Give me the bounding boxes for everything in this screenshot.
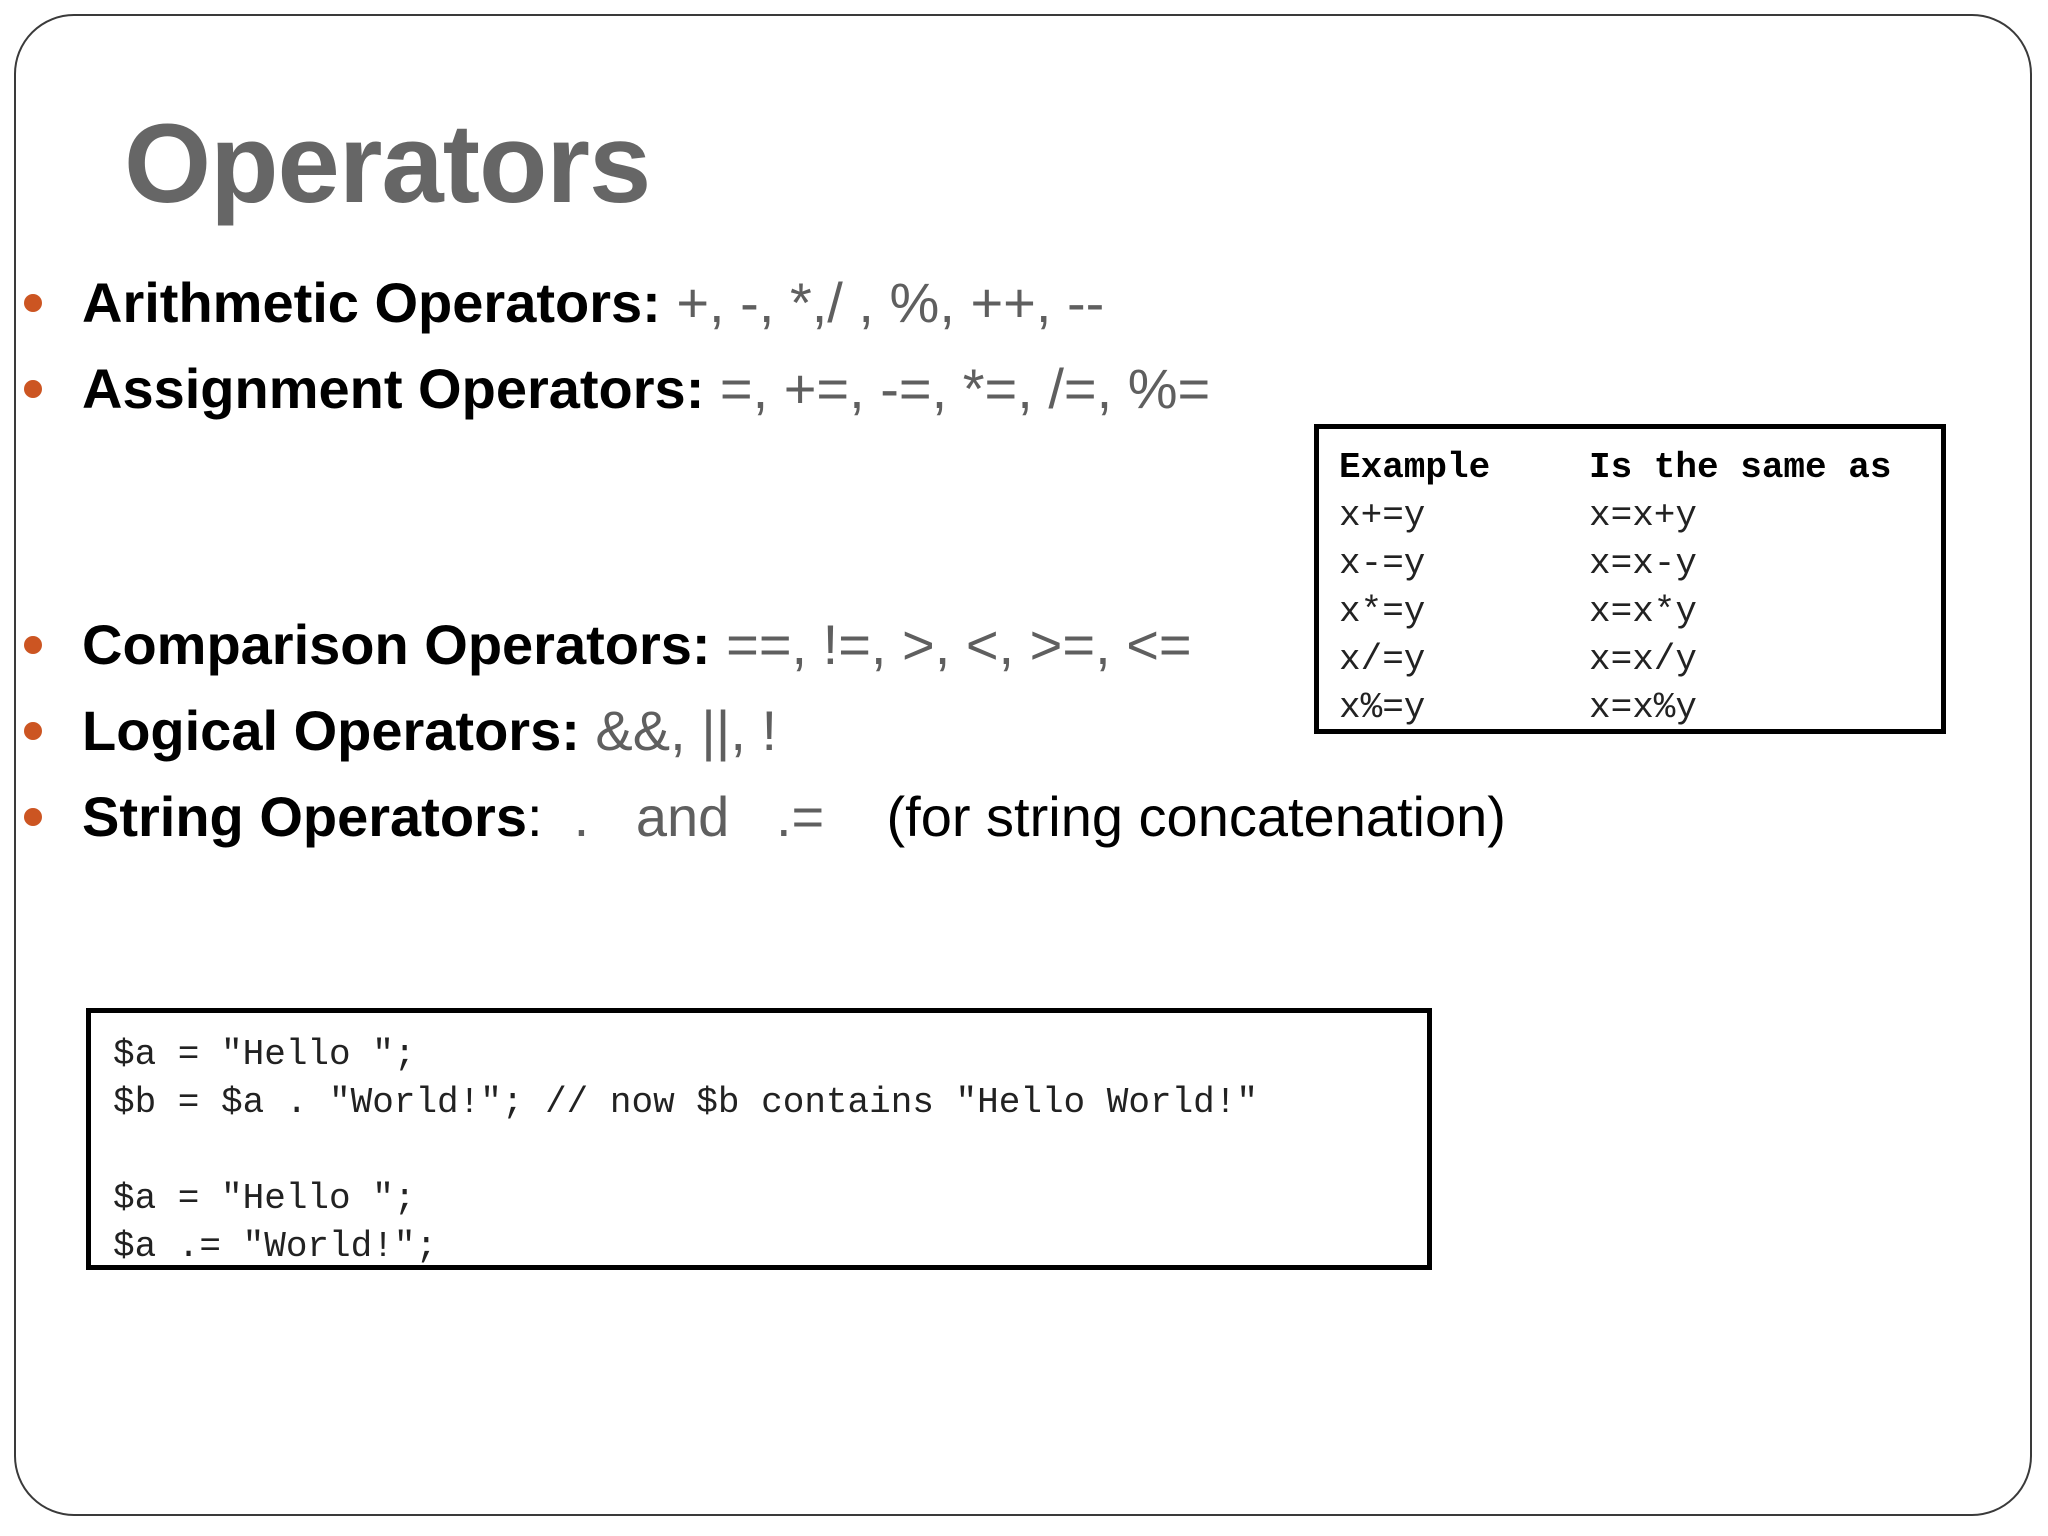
bullet-operators: . and .= (542, 785, 825, 848)
bullet-colon: : (526, 785, 543, 848)
table-row (1339, 539, 1891, 587)
code-line: $a = "Hello "; (113, 1034, 416, 1075)
bullet-dot (24, 808, 42, 826)
table-cell: x=x/y (1589, 638, 1698, 680)
table-row (1339, 683, 1891, 731)
bullet-assignment (24, 354, 1210, 424)
table-cell: x+=y (1339, 494, 1426, 536)
bullet-label: Assignment Operators: (82, 357, 705, 420)
table-cell: x-=y (1339, 542, 1426, 584)
bullet-operators: +, -, *,/ , %, ++, -- (660, 271, 1105, 334)
code-line (113, 1127, 1427, 1175)
table-row (1339, 587, 1891, 635)
code-line: $a .= "World!"; (113, 1226, 438, 1267)
slide-title: Operators (124, 101, 651, 226)
bullet-string (24, 782, 1506, 852)
bullet-dot (24, 294, 42, 312)
bullet-label: Arithmetic Operators: (82, 271, 661, 334)
code-example-box (86, 1008, 1432, 1270)
bullet-dot (24, 722, 42, 740)
column-header-example: Example (1339, 446, 1491, 488)
bullet-label: String Operators (82, 785, 527, 848)
equivalence-table (1339, 443, 1891, 731)
table-cell: x=x-y (1589, 542, 1698, 584)
table-cell: x=x*y (1589, 590, 1698, 632)
bullet-label: Logical Operators: (82, 699, 580, 762)
table-header-row (1339, 443, 1891, 491)
assignment-equivalence-table (1314, 424, 1946, 734)
bullet-operators: ==, !=, >, <, >=, <= (710, 613, 1192, 676)
bullet-comparison (24, 610, 1192, 680)
table-row (1339, 491, 1891, 539)
table-cell: x/=y (1339, 638, 1426, 680)
bullet-label: Comparison Operators: (82, 613, 711, 676)
table-cell: x*=y (1339, 590, 1426, 632)
table-row (1339, 635, 1891, 683)
bullet-logical (24, 696, 777, 766)
table-cell: x%=y (1339, 686, 1426, 728)
bullet-dot (24, 380, 42, 398)
bullet-note: (for string concatenation) (824, 785, 1506, 848)
column-header-same-as: Is the same as (1589, 446, 1892, 488)
code-line: $b = $a . "World!"; // now $b contains "Hello World!" (113, 1082, 1258, 1123)
bullet-arithmetic (24, 268, 1104, 338)
table-cell: x=x%y (1589, 686, 1698, 728)
table-cell: x=x+y (1589, 494, 1698, 536)
code-line: $a = "Hello "; (113, 1178, 416, 1219)
bullet-operators: =, +=, -=, *=, /=, %= (704, 357, 1211, 420)
bullet-dot (24, 636, 42, 654)
bullet-operators: &&, ||, ! (579, 699, 778, 762)
